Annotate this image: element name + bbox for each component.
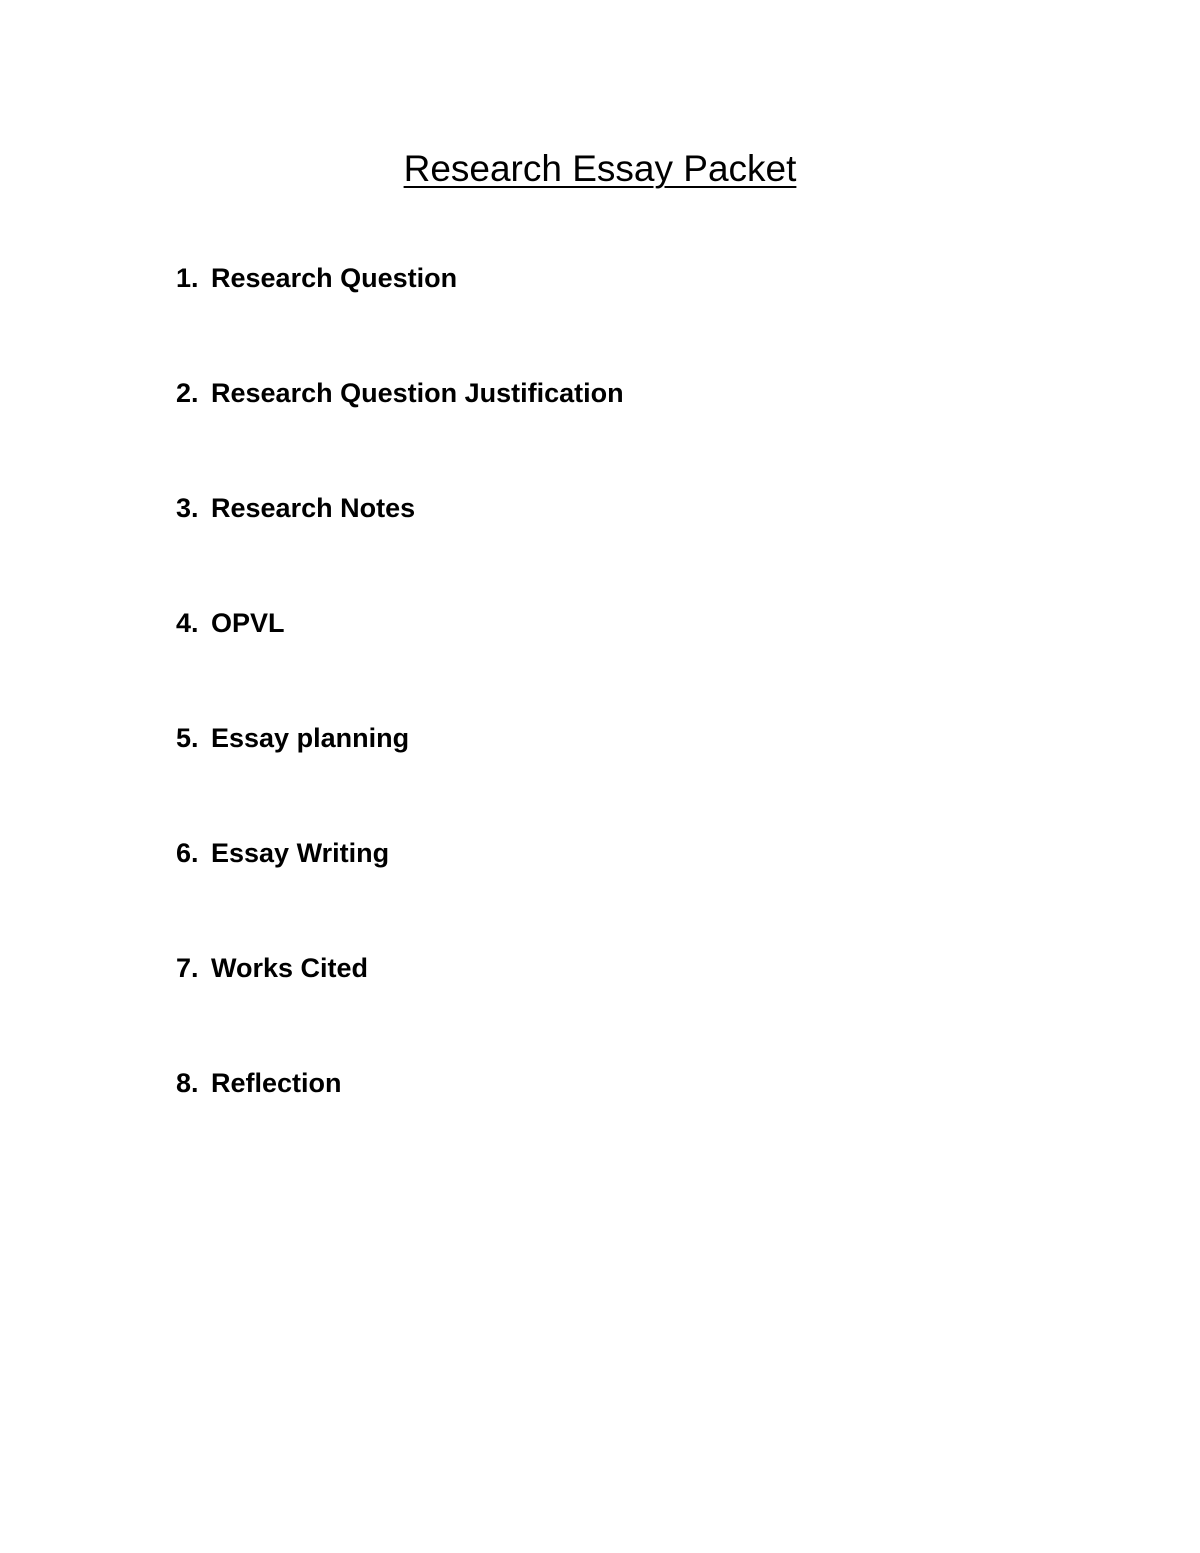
list-item bbox=[176, 948, 624, 1063]
list-item-label: Essay planning bbox=[211, 723, 410, 753]
list-item-label: Research Notes bbox=[211, 493, 416, 523]
page-title-text: Research Essay Packet bbox=[403, 148, 797, 189]
list-item-number: 6. bbox=[176, 838, 199, 868]
list-item bbox=[176, 603, 624, 718]
list-item-label: Research Question bbox=[211, 263, 458, 293]
page-title bbox=[0, 146, 1200, 192]
list-item-number: 3. bbox=[176, 493, 199, 523]
list-item-label: Research Question Justification bbox=[211, 378, 624, 408]
list-item bbox=[176, 488, 624, 603]
list-item bbox=[176, 373, 624, 488]
list-item-number: 1. bbox=[176, 263, 199, 293]
list-item-number: 2. bbox=[176, 378, 199, 408]
list-item bbox=[176, 833, 624, 948]
list-item-number: 5. bbox=[176, 723, 199, 753]
list-item bbox=[176, 1063, 624, 1178]
list-item-label: Reflection bbox=[211, 1068, 342, 1098]
list-item-number: 8. bbox=[176, 1068, 199, 1098]
list-item-number: 4. bbox=[176, 608, 199, 638]
list-item bbox=[176, 258, 624, 373]
list-item-label: Works Cited bbox=[211, 953, 369, 983]
packet-contents-list bbox=[176, 258, 624, 1178]
list-item-label: Essay Writing bbox=[211, 838, 390, 868]
list-item-label: OPVL bbox=[211, 608, 285, 638]
list-item bbox=[176, 718, 624, 833]
list-item-number: 7. bbox=[176, 953, 199, 983]
